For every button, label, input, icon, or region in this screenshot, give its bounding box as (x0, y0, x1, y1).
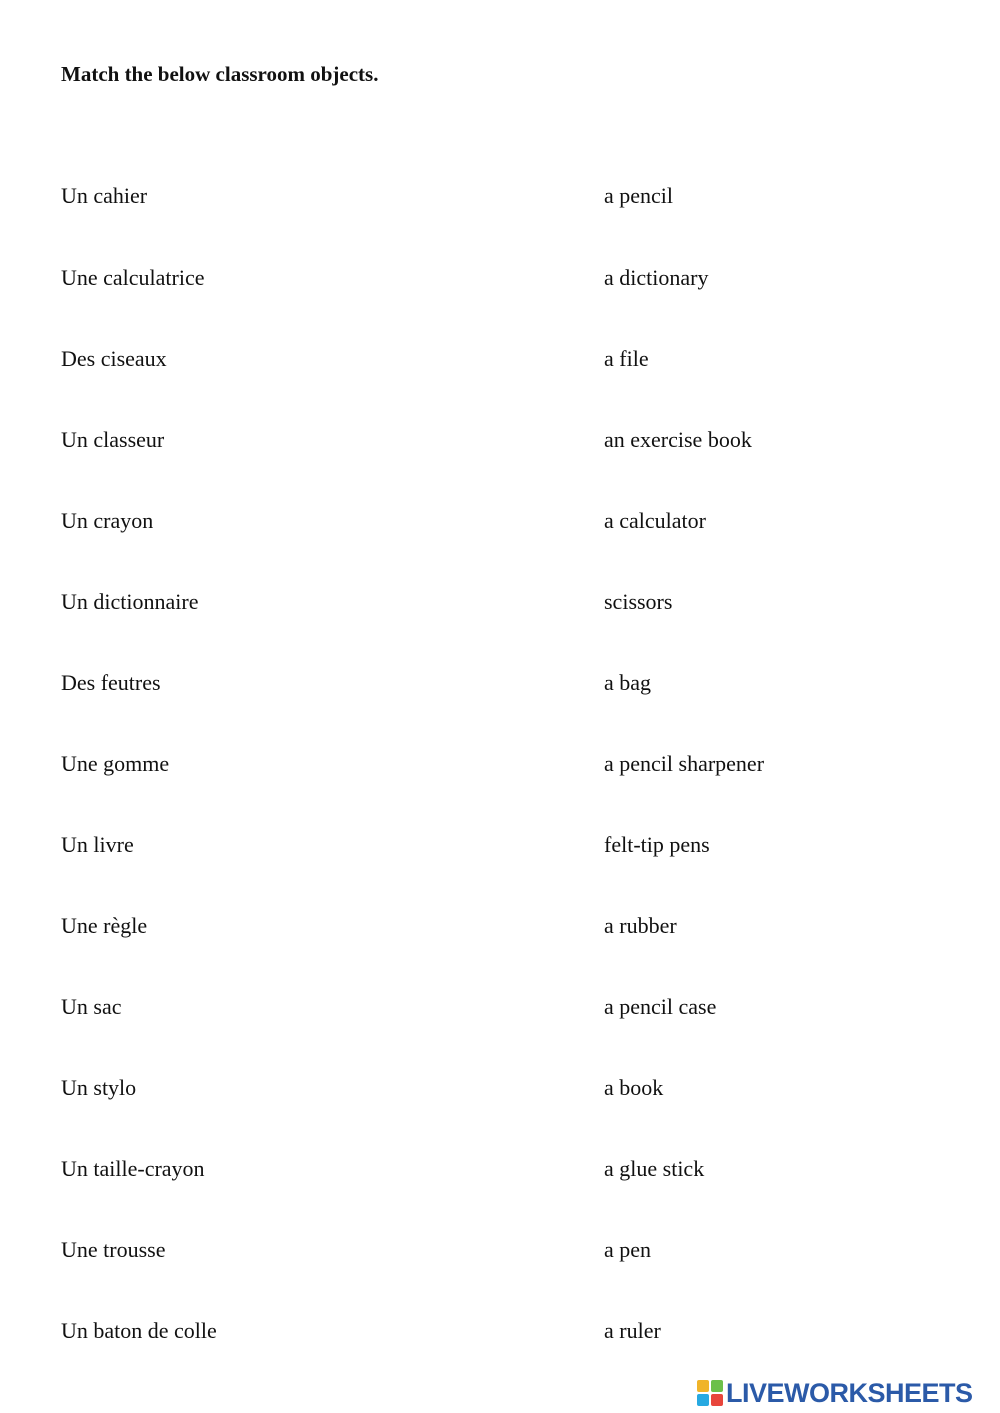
french-word[interactable]: Un cahier (61, 183, 148, 208)
english-word[interactable]: a glue stick (604, 1156, 705, 1181)
english-word[interactable]: a bag (604, 670, 652, 695)
english-word[interactable]: a rubber (604, 913, 677, 938)
brand-name: LIVEWORKSHEETS (726, 1378, 973, 1408)
english-word[interactable]: a pen (604, 1237, 652, 1262)
logo-square-yellow (697, 1380, 709, 1392)
french-word[interactable]: Un livre (61, 832, 134, 857)
french-word[interactable]: Une calculatrice (61, 265, 205, 290)
french-word[interactable]: Un crayon (61, 508, 154, 533)
english-word[interactable]: scissors (604, 589, 673, 614)
french-word[interactable]: Un classeur (61, 427, 165, 452)
french-word[interactable]: Un stylo (61, 1075, 137, 1100)
logo-square-red (711, 1394, 723, 1406)
english-word[interactable]: a dictionary (604, 265, 709, 290)
french-word[interactable]: Des ciseaux (61, 346, 167, 371)
logo-square-blue (697, 1394, 709, 1406)
english-word[interactable]: a pencil case (604, 994, 717, 1019)
french-word[interactable]: Un baton de colle (61, 1318, 217, 1343)
worksheet-title: Match the below classroom objects. (61, 62, 379, 86)
logo-square-green (711, 1380, 723, 1392)
liveworksheets-logo-icon (697, 1380, 723, 1406)
english-word[interactable]: a pencil sharpener (604, 751, 765, 776)
english-word[interactable]: a calculator (604, 508, 706, 533)
english-word[interactable]: felt-tip pens (604, 832, 710, 857)
english-word[interactable]: a book (604, 1075, 664, 1100)
french-word[interactable]: Un sac (61, 994, 122, 1019)
english-word[interactable]: a ruler (604, 1318, 661, 1343)
french-word[interactable]: Une trousse (61, 1237, 166, 1262)
french-word[interactable]: Un dictionnaire (61, 589, 199, 614)
english-word[interactable]: a file (604, 346, 649, 371)
english-word[interactable]: an exercise book (604, 427, 752, 452)
english-word[interactable]: a pencil (604, 183, 674, 208)
french-word[interactable]: Un taille-crayon (61, 1156, 205, 1181)
french-word[interactable]: Une règle (61, 913, 148, 938)
french-word[interactable]: Des feutres (61, 670, 161, 695)
french-word[interactable]: Une gomme (61, 751, 170, 776)
liveworksheets-brand (697, 1377, 973, 1409)
